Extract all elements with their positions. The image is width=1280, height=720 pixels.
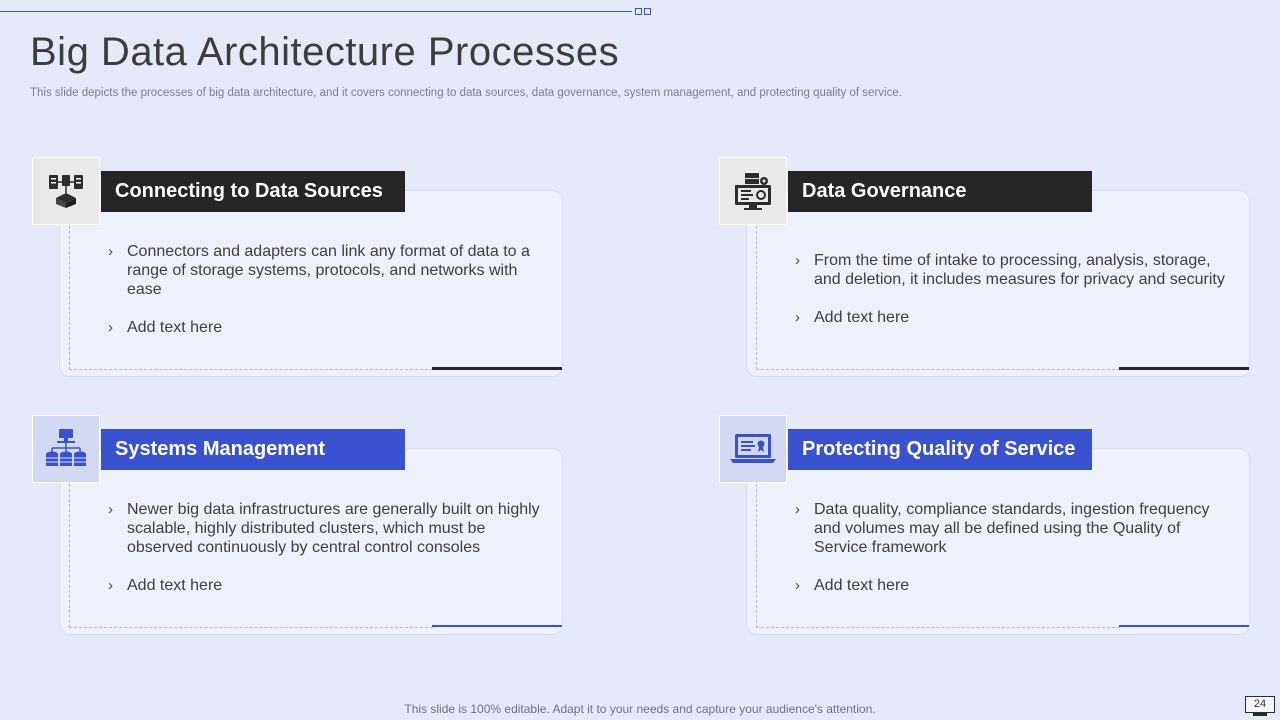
- laptop-certificate-icon: [729, 431, 777, 467]
- icon-box: [719, 415, 787, 483]
- monitor-stand-icon: [1253, 713, 1267, 716]
- bullet-list: [795, 500, 1225, 614]
- icon-box: [719, 157, 787, 225]
- section-heading: Data Governance: [788, 171, 1092, 212]
- page-number: 24: [1245, 696, 1275, 713]
- database-connection-icon: [47, 173, 85, 209]
- chevron-right-icon: ›: [108, 319, 113, 336]
- list-item: › Connectors and adapters can link any format of data to a range of storage systems, protocols, and networks with ease: [108, 243, 530, 298]
- list-item: › Data quality, compliance standards, ingestion frequency and volumes may all be defined using the Quality of Service framework: [795, 501, 1210, 556]
- network-hierarchy-icon: [44, 427, 88, 471]
- list-item: › Add text here: [795, 577, 910, 594]
- slide-title: Big Data Architecture Processes: [30, 30, 620, 74]
- accent-bar: [1119, 367, 1249, 370]
- list-item: › Add text here: [108, 577, 223, 594]
- section-heading: Systems Management: [101, 429, 405, 470]
- chevron-right-icon: ›: [108, 243, 113, 260]
- top-decorative-squares: [635, 8, 651, 15]
- slide-subtitle: This slide depicts the processes of big data architecture, and it covers connecting to data sources, data governance, system management, and protecting quality of service.: [30, 87, 902, 99]
- section-heading: Protecting Quality of Service: [788, 429, 1092, 470]
- bullet-list: [795, 251, 1235, 346]
- accent-bar: [432, 367, 562, 370]
- bullet-list: [108, 242, 538, 356]
- chevron-right-icon: ›: [795, 252, 800, 269]
- slide-footer: This slide is 100% editable. Adapt it to your needs and capture your audience's attention.: [404, 702, 876, 716]
- chevron-right-icon: ›: [795, 577, 800, 594]
- list-item: › Newer big data infrastructures are generally built on highly scalable, highly distributed clusters, which must be observed continuously by central control consoles: [108, 501, 540, 556]
- top-decorative-line: [0, 11, 632, 12]
- section-heading: Connecting to Data Sources: [101, 171, 405, 212]
- bullet-list: [108, 500, 548, 614]
- accent-bar: [432, 625, 562, 627]
- chevron-right-icon: ›: [795, 501, 800, 518]
- accent-bar: [1119, 625, 1249, 627]
- chevron-right-icon: ›: [108, 577, 113, 594]
- chevron-right-icon: ›: [108, 501, 113, 518]
- server-monitor-gear-icon: [733, 171, 773, 211]
- chevron-right-icon: ›: [795, 309, 800, 326]
- list-item: › From the time of intake to processing, analysis, storage, and deletion, it includes measures for privacy and security: [795, 252, 1225, 288]
- list-item: › Add text here: [108, 319, 223, 336]
- list-item: › Add text here: [795, 309, 910, 326]
- icon-box: [32, 157, 100, 225]
- icon-box: [32, 415, 100, 483]
